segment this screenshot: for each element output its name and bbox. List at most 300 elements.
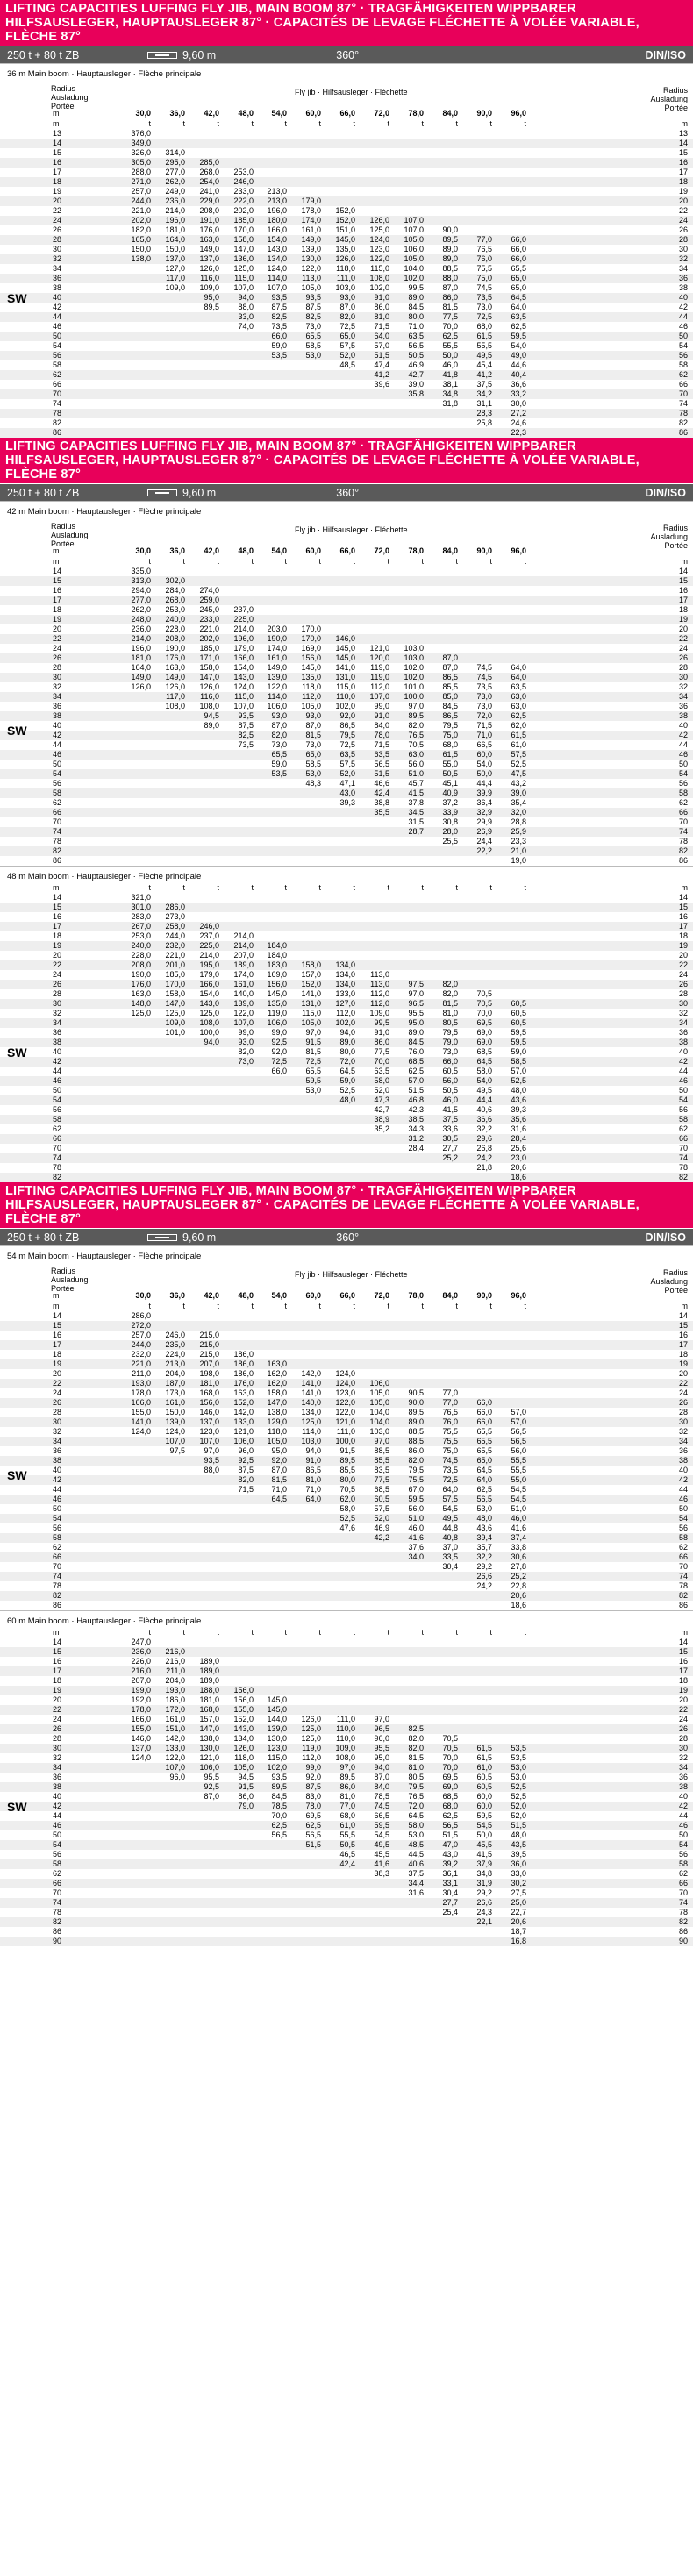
radius-value-right: 62 <box>678 1869 688 1878</box>
jib-angle: 36,0 <box>169 109 185 118</box>
table-row <box>0 846 693 856</box>
radius-value-right: 58 <box>678 1533 688 1542</box>
table-row <box>0 702 693 711</box>
table-row <box>0 409 693 418</box>
m-unit: m <box>53 1302 60 1310</box>
radius-value: 30 <box>53 1417 62 1426</box>
table-row <box>0 206 693 216</box>
capacity-cell: 81,0 <box>442 1009 458 1017</box>
radius-value: 32 <box>53 1427 62 1436</box>
radius-label-line: Portée <box>51 102 75 111</box>
capacity-cell: 241,0 <box>199 187 219 196</box>
capacity-cell: 108,0 <box>199 702 219 710</box>
capacity-cell: 45,5 <box>476 1840 492 1849</box>
t-unit: t <box>318 119 321 128</box>
t-unit: t <box>217 1628 219 1637</box>
t-unit: t <box>353 119 355 128</box>
table-row <box>0 1879 693 1888</box>
capacity-cell: 102,0 <box>369 283 389 292</box>
capacity-cell: 51,5 <box>374 769 389 778</box>
radius-value-right: 90 <box>678 1937 688 1945</box>
table-row <box>0 1523 693 1533</box>
jib-angle: 84,0 <box>442 109 458 118</box>
capacity-cell: 130,0 <box>301 254 321 263</box>
jib-angle: 72,0 <box>374 1291 389 1300</box>
capacity-cell: 60,5 <box>511 1009 526 1017</box>
capacity-cell: 82,5 <box>408 1724 424 1733</box>
capacity-cell: 55,0 <box>511 1475 526 1484</box>
capacity-cell: 86,5 <box>339 721 355 730</box>
capacity-cell: 100,0 <box>199 1028 219 1037</box>
radius-value-right: 34 <box>678 1018 688 1027</box>
capacity-cell: 215,0 <box>199 1350 219 1359</box>
capacity-cell: 121,0 <box>199 1753 219 1762</box>
capacity-cell: 66,0 <box>511 254 526 263</box>
capacity-cell: 143,0 <box>199 999 219 1008</box>
t-unit: t <box>524 1302 526 1310</box>
radius-value: 19 <box>53 187 62 196</box>
table-row <box>0 1350 693 1359</box>
capacity-cell: 152,0 <box>335 216 355 225</box>
table-row <box>0 1311 693 1321</box>
capacity-cell: 69,0 <box>476 1028 492 1037</box>
capacity-cell: 47,4 <box>374 360 389 369</box>
capacity-cell: 89,0 <box>204 721 219 730</box>
capacity-cell: 22,1 <box>476 1917 492 1926</box>
radius-value: 70 <box>53 1144 62 1152</box>
capacity-cell: 42,7 <box>408 370 424 379</box>
radius-label-line: Portée <box>664 1286 688 1295</box>
table-row <box>0 399 693 409</box>
capacity-cell: 198,0 <box>199 1369 219 1378</box>
capacity-cell: 105,0 <box>369 1388 389 1397</box>
capacity-cell: 190,0 <box>165 644 185 653</box>
capacity-cell: 71,5 <box>374 322 389 331</box>
radius-value-right: 56 <box>678 1850 688 1859</box>
radius-value: 40 <box>53 1792 62 1801</box>
capacity-cell: 94,5 <box>204 711 219 720</box>
jib-angle: 90,0 <box>476 546 492 555</box>
table-row <box>0 293 693 303</box>
capacity-cell: 38,3 <box>374 1869 389 1878</box>
capacity-cell: 47,0 <box>442 1840 458 1849</box>
capacity-cell: 157,0 <box>199 1715 219 1723</box>
capacity-cell: 168,0 <box>199 1388 219 1397</box>
capacity-cell: 65,5 <box>476 1427 492 1436</box>
capacity-cell: 158,0 <box>301 960 321 969</box>
capacity-cell: 135,0 <box>301 673 321 681</box>
capacity-cell: 253,0 <box>131 931 151 940</box>
capacity-cell: 161,0 <box>267 653 287 662</box>
capacity-cell: 106,0 <box>369 1379 389 1388</box>
t-unit: t <box>353 1628 355 1637</box>
radius-value-right: 40 <box>678 1466 688 1474</box>
table-row <box>0 817 693 827</box>
capacity-cell: 95,0 <box>374 1753 389 1762</box>
radius-value-right: 17 <box>678 922 688 931</box>
capacity-cell: 74,5 <box>476 663 492 672</box>
capacity-cell: 216,0 <box>131 1666 151 1675</box>
capacity-cell: 182,0 <box>131 225 151 234</box>
capacity-cell: 118,0 <box>268 1427 287 1436</box>
capacity-cell: 81,0 <box>374 312 389 321</box>
capacity-cell: 81,5 <box>442 999 458 1008</box>
capacity-cell: 95,0 <box>271 1446 287 1455</box>
capacity-cell: 107,0 <box>165 1763 185 1772</box>
table-row <box>0 1888 693 1898</box>
capacity-cell: 57,5 <box>339 341 355 350</box>
capacity-cell: 268,0 <box>199 168 219 176</box>
t-unit: t <box>455 883 458 892</box>
capacity-cell: 213,0 <box>267 187 287 196</box>
table-row <box>0 1657 693 1666</box>
capacity-cell: 137,0 <box>131 1744 151 1752</box>
radius-value: 28 <box>53 1408 62 1416</box>
table-row <box>0 760 693 769</box>
radius-value: 62 <box>53 1543 62 1552</box>
radius-value-right: 19 <box>678 941 688 950</box>
capacity-cell: 63,0 <box>511 702 526 710</box>
capacity-cell: 41,5 <box>442 1105 458 1114</box>
capacity-cell: 125,0 <box>369 225 389 234</box>
capacity-cell: 30,4 <box>442 1562 458 1571</box>
capacity-cell: 262,0 <box>165 177 185 186</box>
radius-value: 28 <box>53 1734 62 1743</box>
table-row <box>0 1763 693 1773</box>
radius-value-right: 40 <box>678 1047 688 1056</box>
capacity-cell: 286,0 <box>165 903 185 911</box>
capacity-cell: 54,5 <box>476 1821 492 1830</box>
capacity-cell: 211,0 <box>166 1666 185 1675</box>
radius-value: 28 <box>53 989 62 998</box>
radius-value: 30 <box>53 673 62 681</box>
capacity-cell: 56,5 <box>305 1830 321 1839</box>
capacity-cell: 109,0 <box>369 1009 389 1017</box>
capacity-cell: 70,5 <box>476 989 492 998</box>
capacity-cell: 126,0 <box>233 1744 254 1752</box>
capacity-cell: 102,0 <box>404 274 424 282</box>
table-row <box>0 663 693 673</box>
capacity-cell: 102,0 <box>404 673 424 681</box>
capacity-cell: 85,5 <box>374 1456 389 1465</box>
capacity-cell: 72,0 <box>339 1057 355 1066</box>
capacity-cell: 53,0 <box>511 1773 526 1781</box>
radius-value-right: 50 <box>678 1086 688 1095</box>
jib-angle: 78,0 <box>408 109 424 118</box>
capacity-cell: 89,5 <box>339 1456 355 1465</box>
capacity-cell: 376,0 <box>131 129 151 138</box>
capacity-cell: 236,0 <box>131 624 151 633</box>
capacity-cell: 179,0 <box>301 196 321 205</box>
capacity-cell: 54,0 <box>511 341 526 350</box>
capacity-cell: 142,0 <box>233 1408 254 1416</box>
capacity-cell: 80,5 <box>442 1018 458 1027</box>
capacity-cell: 100,0 <box>335 1437 355 1445</box>
capacity-cell: 185,0 <box>165 970 185 979</box>
capacity-cell: 97,0 <box>408 989 424 998</box>
m-unit: m <box>53 557 60 566</box>
capacity-cell: 77,0 <box>339 1802 355 1810</box>
table-row <box>0 1163 693 1173</box>
capacity-cell: 112,0 <box>336 1009 355 1017</box>
capacity-cell: 107,0 <box>404 225 424 234</box>
capacity-cell: 166,0 <box>199 980 219 988</box>
t-unit: t <box>251 119 254 128</box>
table-row <box>0 931 693 941</box>
radius-value-right: 18 <box>678 1350 688 1359</box>
capacity-cell: 186,0 <box>165 1695 185 1704</box>
radius-value: 58 <box>53 1533 62 1542</box>
radius-value-right: 78 <box>678 837 688 846</box>
capacity-cell: 34,5 <box>408 808 424 817</box>
radius-value-right: 14 <box>678 893 688 902</box>
capacity-cell: 139,0 <box>301 245 321 253</box>
capacity-cell: 65,0 <box>476 1456 492 1465</box>
capacity-cell: 73,0 <box>238 1057 254 1066</box>
capacity-cell: 87,0 <box>271 721 287 730</box>
capacity-cell: 156,0 <box>199 1398 219 1407</box>
capacity-cell: 170,0 <box>233 225 254 234</box>
radius-value-right: 44 <box>678 1811 688 1820</box>
capacity-cell: 107,0 <box>267 283 287 292</box>
capacity-cell: 79,5 <box>442 721 458 730</box>
capacity-cell: 31,6 <box>511 1124 526 1133</box>
capacity-cell: 141,0 <box>335 663 355 672</box>
capacity-cell: 211,0 <box>132 1369 151 1378</box>
jib-angle: 54,0 <box>271 109 287 118</box>
capacity-cell: 87,5 <box>238 1466 254 1474</box>
radius-value: 32 <box>53 1753 62 1762</box>
capacity-cell: 87,0 <box>204 1792 219 1801</box>
capacity-cell: 58,0 <box>339 1504 355 1513</box>
capacity-cell: 184,0 <box>267 941 287 950</box>
radius-value: 78 <box>53 1908 62 1916</box>
jib-angle: 96,0 <box>511 1291 526 1300</box>
radius-value-right: 54 <box>678 1095 688 1104</box>
capacity-cell: 232,0 <box>131 1350 151 1359</box>
boom-section <box>0 1245 693 1610</box>
capacity-cell: 158,0 <box>165 989 185 998</box>
table-row <box>0 808 693 817</box>
capacity-cell: 87,5 <box>238 721 254 730</box>
capacity-cell: 39,2 <box>442 1859 458 1868</box>
capacity-cell: 31,8 <box>442 399 458 408</box>
jib-angle: 72,0 <box>374 109 389 118</box>
capacity-cell: 109,0 <box>335 1744 355 1752</box>
capacity-cell: 301,0 <box>131 903 151 911</box>
radius-value-right: 78 <box>678 1163 688 1172</box>
capacity-cell: 43,6 <box>511 1095 526 1104</box>
radius-value: 66 <box>53 1552 62 1561</box>
radius-value-right: 62 <box>678 798 688 807</box>
capacity-cell: 152,0 <box>233 1398 254 1407</box>
radius-value: 17 <box>53 922 62 931</box>
capacity-cell: 35,2 <box>374 1124 389 1133</box>
capacity-cell: 82,0 <box>408 721 424 730</box>
table-row <box>0 788 693 798</box>
radius-value: 54 <box>53 769 62 778</box>
radius-value-right: 17 <box>678 1666 688 1675</box>
jib-angle: 60,0 <box>305 546 321 555</box>
table-row <box>0 1937 693 1946</box>
radius-value-right: 30 <box>678 673 688 681</box>
radius-value-right: 14 <box>678 567 688 575</box>
capacity-cell: 170,0 <box>301 624 321 633</box>
radius-value-right: 66 <box>678 1879 688 1887</box>
capacity-cell: 138,0 <box>267 1408 287 1416</box>
radius-value-right: 20 <box>678 624 688 633</box>
capacity-cell: 32,2 <box>476 1124 492 1133</box>
capacity-cell: 60,5 <box>476 1782 492 1791</box>
radius-value-right: 70 <box>678 1144 688 1152</box>
radius-value-right: 30 <box>678 999 688 1008</box>
capacity-cell: 92,0 <box>271 1047 287 1056</box>
capacity-cell: 84,5 <box>442 702 458 710</box>
capacity-cell: 108,0 <box>199 1018 219 1027</box>
capacity-cell: 59,5 <box>408 1495 424 1503</box>
capacity-cell: 225,0 <box>199 941 219 950</box>
radius-value-right: 46 <box>678 1495 688 1503</box>
radius-value-right: 50 <box>678 332 688 340</box>
capacity-cell: 163,0 <box>165 663 185 672</box>
radius-value: 74 <box>53 1572 62 1581</box>
capacity-cell: 131,0 <box>301 999 321 1008</box>
radius-value-right: 86 <box>678 856 688 865</box>
jib-angle: 60,0 <box>305 1291 321 1300</box>
t-unit: t <box>318 883 321 892</box>
radius-value: 50 <box>53 1086 62 1095</box>
capacity-cell: 64,0 <box>511 663 526 672</box>
table-row <box>0 1369 693 1379</box>
capacity-cell: 145,0 <box>335 653 355 662</box>
radius-value-right: 26 <box>678 653 688 662</box>
capacity-cell: 66,0 <box>476 1417 492 1426</box>
capacity-cell: 50,0 <box>442 351 458 360</box>
capacity-cell: 45,7 <box>408 779 424 788</box>
radius-value-right: 78 <box>678 1908 688 1916</box>
capacity-cell: 60,0 <box>476 1792 492 1801</box>
capacity-cell: 43,6 <box>476 1523 492 1532</box>
capacity-cell: 65,0 <box>511 283 526 292</box>
sw-label: SW <box>7 1800 27 1814</box>
capacity-cell: 105,0 <box>267 1437 287 1445</box>
t-unit: t <box>421 1302 424 1310</box>
capacity-cell: 20,6 <box>511 1917 526 1926</box>
capacity-cell: 189,0 <box>233 960 254 969</box>
radius-value: 18 <box>53 1676 62 1685</box>
capacity-cell: 66,0 <box>271 332 287 340</box>
capacity-cell: 34,3 <box>408 1124 424 1133</box>
capacity-cell: 53,0 <box>305 351 321 360</box>
table-row <box>0 605 693 615</box>
radius-value: 16 <box>53 912 62 921</box>
radius-value: 82 <box>53 1917 62 1926</box>
table-row <box>0 1485 693 1495</box>
table-row <box>0 322 693 332</box>
capacity-cell: 37,9 <box>476 1859 492 1868</box>
capacity-cell: 156,0 <box>233 1695 254 1704</box>
capacity-cell: 64,0 <box>374 332 389 340</box>
capacity-cell: 145,0 <box>301 663 321 672</box>
capacity-cell: 204,0 <box>165 1676 185 1685</box>
capacity-cell: 122,0 <box>165 1753 185 1762</box>
capacity-cell: 70,0 <box>442 1763 458 1772</box>
t-unit: t <box>489 119 492 128</box>
capacity-cell: 71,0 <box>408 322 424 331</box>
table-row <box>0 1676 693 1686</box>
jib-angle: 42,0 <box>204 1291 219 1300</box>
radius-value-right: 50 <box>678 1504 688 1513</box>
capacity-cell: 106,0 <box>199 1763 219 1772</box>
capacity-cell: 76,5 <box>476 245 492 253</box>
capacity-cell: 82,0 <box>238 1475 254 1484</box>
capacity-cell: 30,6 <box>511 1552 526 1561</box>
capacity-cell: 66,0 <box>511 245 526 253</box>
radius-value-right: 16 <box>678 1331 688 1339</box>
radius-value-right: 50 <box>678 1830 688 1839</box>
capacity-cell: 65,5 <box>305 1067 321 1075</box>
capacity-cell: 305,0 <box>131 158 151 167</box>
capacity-cell: 107,0 <box>404 216 424 225</box>
capacity-cell: 73,5 <box>271 322 287 331</box>
m-unit-right: m <box>681 883 688 892</box>
radius-value: 62 <box>53 1869 62 1878</box>
radius-value: 62 <box>53 1124 62 1133</box>
capacity-cell: 80,0 <box>339 1475 355 1484</box>
capacity-cell: 148,0 <box>131 999 151 1008</box>
capacity-cell: 97,5 <box>408 980 424 988</box>
radius-value: 17 <box>53 1340 62 1349</box>
capacity-cell: 33,9 <box>442 808 458 817</box>
table-row <box>0 1695 693 1705</box>
capacity-cell: 257,0 <box>131 187 151 196</box>
radius-value: 46 <box>53 1076 62 1085</box>
capacity-cell: 46,0 <box>442 1095 458 1104</box>
capacity-cell: 92,0 <box>271 1456 287 1465</box>
capacity-cell: 173,0 <box>165 1388 185 1397</box>
radius-value-right: 42 <box>678 1475 688 1484</box>
capacity-cell: 48,5 <box>339 360 355 369</box>
table-row <box>0 576 693 586</box>
radius-value-right: 16 <box>678 1657 688 1666</box>
capacity-cell: 228,0 <box>165 624 185 633</box>
jib-angle: 36,0 <box>169 546 185 555</box>
table-row <box>0 341 693 351</box>
capacity-cell: 151,0 <box>165 1724 185 1733</box>
radius-value-right: 32 <box>678 682 688 691</box>
fly-jib-label: Fly jib · Hilfsausleger · Fléchette <box>295 88 408 96</box>
table-row <box>0 1647 693 1657</box>
capacity-cell: 161,0 <box>301 225 321 234</box>
capacity-cell: 87,0 <box>442 663 458 672</box>
capacity-cell: 99,0 <box>305 1763 321 1772</box>
radius-value-right: 17 <box>678 1340 688 1349</box>
jib-angle: 30,0 <box>135 546 151 555</box>
table-row <box>0 168 693 177</box>
table-row <box>0 216 693 225</box>
capacity-cell: 20,6 <box>511 1163 526 1172</box>
capacity-cell: 69,5 <box>442 1773 458 1781</box>
capacity-cell: 82,0 <box>408 1734 424 1743</box>
table-row <box>0 1898 693 1908</box>
capacity-cell: 27,7 <box>442 1144 458 1152</box>
capacity-cell: 60,0 <box>476 750 492 759</box>
capacity-cell: 82,5 <box>271 312 287 321</box>
capacity-cell: 51,0 <box>511 1504 526 1513</box>
capacity-cell: 124,0 <box>335 1379 355 1388</box>
table-row <box>0 1552 693 1562</box>
radius-value: 13 <box>53 129 62 138</box>
